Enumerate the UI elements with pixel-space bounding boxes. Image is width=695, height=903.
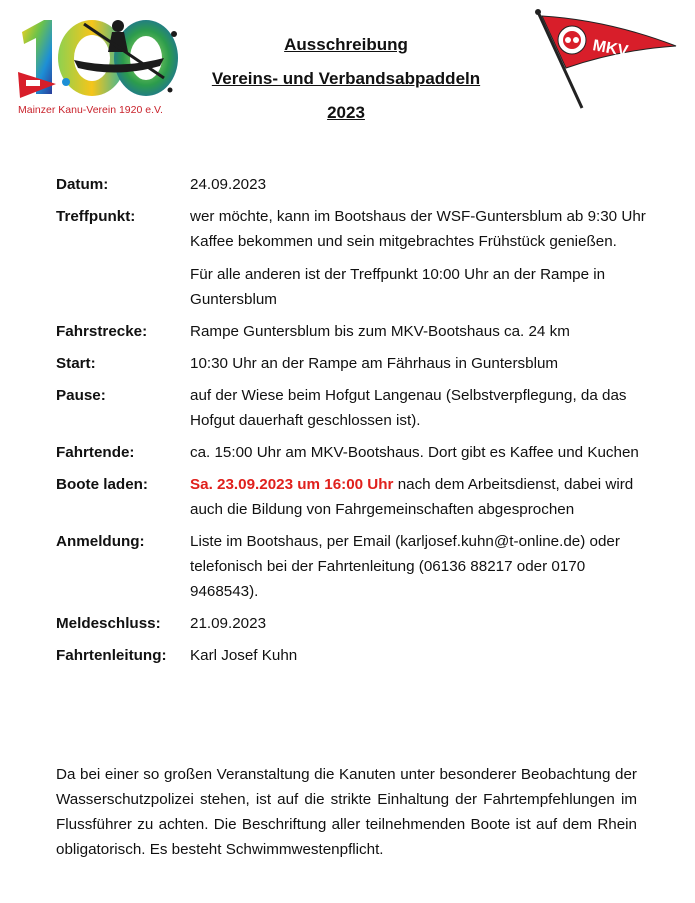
row-boote-laden [56,472,646,522]
row-start [56,351,646,376]
row-fahrtenleitung [56,643,646,668]
row-fahrstrecke [56,319,646,344]
anmeldung-value: Liste im Bootshaus, per Email (karljosef.kuhn@t-online.de) oder telefonisch bei der Fahrtenleitung (06136 88217 oder 0170 9468543). [190,533,620,600]
row-treffpunkt [56,204,646,312]
fahrtenleitung-label: Fahrtenleitung: [56,647,167,664]
treffpunkt-label: Treffpunkt: [56,208,136,225]
boote-laden-label: Boote laden: [56,476,148,493]
treffpunkt-value [190,204,646,312]
treffpunkt-paragraph-1: wer möchte, kann im Bootshaus der WSF-Guntersblum ab 9:30 Uhr Kaffee bekommen und sein mitgebrachtes Frühstück genießen. [190,208,646,250]
treffpunkt-paragraph-2: Für alle anderen ist der Treffpunkt 10:00 Uhr an der Rampe in Guntersblum [190,266,606,308]
pause-value: auf der Wiese beim Hofgut Langenau (Selbstverpflegung, da das Hofgut dauerhaft geschlossen ist). [190,387,627,429]
meldeschluss-value: 21.09.2023 [190,615,267,632]
safety-notice-paragraph: Da bei einer so großen Veranstaltung die Kanuten unter besonderer Beobachtung der Wasserschutzpolizei stehen, ist auf die strikte Einhaltung der Fahrtempfehlungen im Flussführer zu achten. Die Beschriftung aller teilnehmenden Boote ist auf dem Rhein obligatorisch. Es besteht Schwimmwestenpflicht. [56,766,637,858]
fahrstrecke-label: Fahrstrecke: [56,323,148,340]
row-meldeschluss [56,611,646,636]
event-details [56,172,646,675]
pause-label: Pause: [56,387,106,404]
meldeschluss-label: Meldeschluss: [56,615,161,632]
row-fahrtende [56,440,646,465]
boote-laden-date-highlight: Sa. 23.09.2023 um 16:00 Uhr [190,476,394,493]
title-line-2: Vereins- und Verbandsabpaddeln [211,69,481,88]
start-value: 10:30 Uhr an der Rampe am Fährhaus in Guntersblum [190,355,559,372]
fahrstrecke-value: Rampe Guntersblum bis zum MKV-Bootshaus ca. 24 km [190,323,570,340]
row-datum [56,172,646,197]
boote-laden-text: nach dem Arbeitsdienst, dabei wird auch die Bildung von Fahrgemeinschaften abgesprochen [190,476,634,518]
fahrtenleitung-value: Karl Josef Kuhn [190,647,298,664]
row-anmeldung [56,529,646,604]
club-logo-100 [14,12,184,124]
datum-label: Datum: [56,176,109,193]
fahrtende-label: Fahrtende: [56,444,135,461]
row-pause [56,383,646,433]
flag-text: MKV [591,37,630,61]
fahrtende-value: ca. 15:00 Uhr am MKV-Bootshaus. Dort gibt es Kaffee und Kuchen [190,444,639,461]
start-label: Start: [56,355,96,372]
logo-caption: Mainzer Kanu-Verein 1920 e.V. [18,104,163,116]
title-line-3: 2023 [327,103,365,122]
announcement-title [186,28,506,130]
title-line-1: Ausschreibung [284,35,408,54]
boote-laden-value [190,472,646,522]
mkv-flag-logo [528,6,680,114]
datum-value: 24.09.2023 [190,176,267,193]
anmeldung-label: Anmeldung: [56,533,145,550]
